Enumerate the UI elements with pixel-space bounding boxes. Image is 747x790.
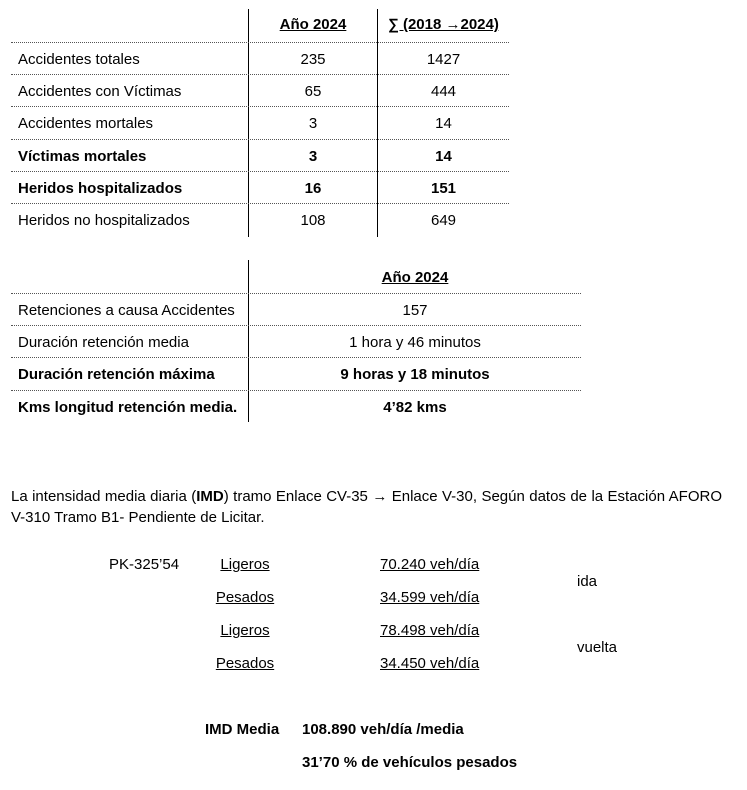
row-divider — [11, 357, 581, 358]
row-divider — [11, 390, 581, 391]
row-label: Heridos no hospitalizados — [18, 212, 190, 229]
cell-total: 14 — [435, 148, 452, 165]
cell-total: 444 — [430, 83, 457, 100]
cell-total: 14 — [435, 115, 452, 132]
imd-media-label: IMD Media — [205, 721, 280, 738]
row-divider — [11, 139, 509, 140]
imd-abbreviation: IMD — [196, 488, 224, 505]
row-label: Duración retención máxima — [18, 366, 215, 383]
row-label: Heridos hospitalizados — [18, 180, 183, 197]
imd-paragraph — [11, 486, 722, 528]
cell-2024: 3 — [308, 148, 318, 165]
cell-value: 1 hora y 46 minutos — [349, 334, 481, 351]
header-year-2024: Año 2024 — [279, 16, 347, 33]
paragraph-text-end: ) tramo Enlace CV-35 → Enlace V-30, Según datos de la Estación AFORO V-310 Tramo B1- Pendiente de Licitar. — [11, 488, 722, 526]
row-label: Kms longitud retención media. — [18, 399, 238, 416]
vehicle-type: Pesados — [215, 655, 275, 672]
row-divider — [11, 203, 509, 204]
vehicle-count: 78.498 veh/día — [380, 622, 480, 639]
vehicle-count: 34.599 veh/día — [380, 589, 480, 606]
row-label: Víctimas mortales — [18, 148, 147, 165]
row-divider — [11, 325, 581, 326]
row-label: Accidentes totales — [18, 51, 140, 68]
vehicle-count: 34.450 veh/día — [380, 655, 480, 672]
paragraph-text-start: La intensidad media diaria ( — [11, 488, 197, 505]
row-divider — [11, 74, 509, 75]
cell-total: 151 — [430, 180, 457, 197]
imd-media-value: 108.890 veh/día /media — [302, 721, 464, 738]
vehicle-type: Pesados — [215, 589, 275, 606]
vehicle-type: Ligeros — [220, 556, 270, 573]
header-total-2018-2024: ∑ (2018 →2024) — [388, 16, 499, 33]
row-label: Duración retención media — [18, 334, 189, 351]
cell-2024: 3 — [308, 115, 318, 132]
cell-2024: 235 — [300, 51, 326, 68]
header-year-2024: Año 2024 — [381, 269, 449, 286]
cell-value: 157 — [402, 302, 428, 319]
pk-label: PK-325’54 — [109, 556, 180, 573]
cell-2024: 65 — [304, 83, 322, 100]
cell-total: 1427 — [426, 51, 461, 68]
row-label: Accidentes con Víctimas — [18, 83, 182, 100]
heavy-vehicles-percentage: 31’70 % de vehículos pesados — [302, 754, 518, 771]
row-divider — [11, 42, 509, 43]
row-divider — [11, 171, 509, 172]
row-label: Accidentes mortales — [18, 115, 154, 132]
row-divider — [11, 106, 509, 107]
direction-ida: ida — [577, 573, 598, 590]
cell-value: 4’82 kms — [383, 399, 447, 416]
row-label: Retenciones a causa Accidentes — [18, 302, 235, 319]
vehicle-count: 70.240 veh/día — [380, 556, 480, 573]
cell-2024: 16 — [304, 180, 322, 197]
direction-vuelta: vuelta — [577, 639, 618, 656]
cell-total: 649 — [430, 212, 457, 229]
row-divider — [11, 293, 581, 294]
cell-2024: 108 — [300, 212, 326, 229]
vehicle-type: Ligeros — [220, 622, 270, 639]
cell-value: 9 horas y 18 minutos — [340, 366, 490, 383]
